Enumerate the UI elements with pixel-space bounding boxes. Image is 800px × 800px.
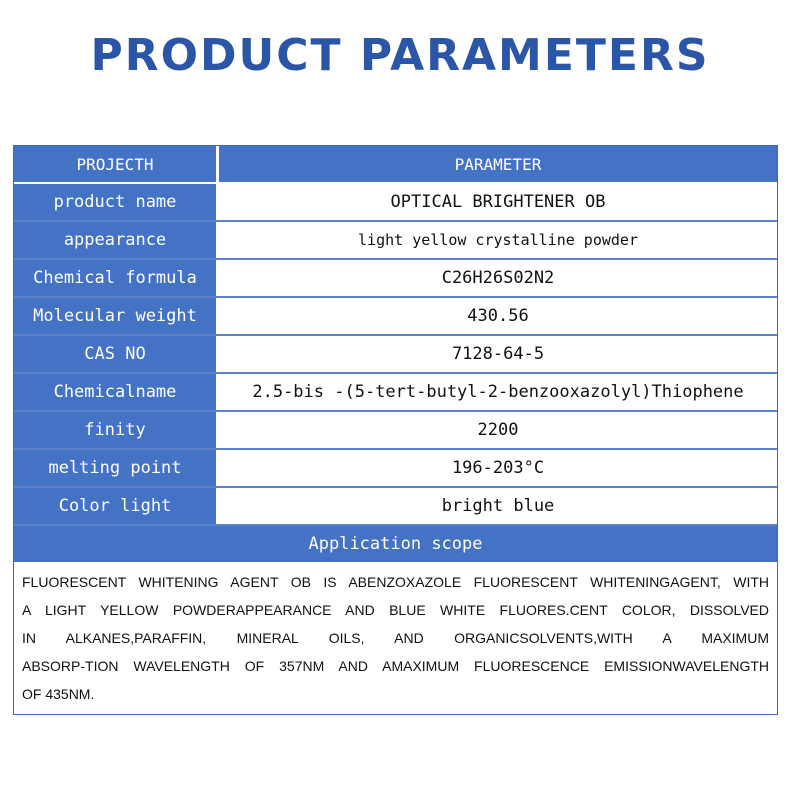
row-value: C26H26S02N2	[441, 268, 555, 288]
row-value: 2200	[477, 420, 519, 440]
application-scope-text	[14, 564, 777, 714]
row-label: Color light	[14, 488, 219, 524]
table-row	[14, 260, 777, 298]
row-value: OPTICAL BRIGHTENER OB	[390, 192, 606, 212]
scope-line: IN ALKANES,PARAFFIN, MINERAL OILS, AND ORGANICSOLVENTS,WITH A MAXIMUM	[22, 630, 769, 646]
row-value: 2.5-bis -(5-tert-butyl-2-benzooxazolyl)Thiophene	[252, 382, 744, 402]
header-parameter: PARAMETER	[219, 146, 777, 182]
table-row	[14, 488, 777, 526]
row-label: Chemicalname	[14, 374, 219, 410]
row-label: melting point	[14, 450, 219, 486]
application-scope-header: Application scope	[14, 526, 777, 564]
row-label: CAS NO	[14, 336, 219, 372]
table-row	[14, 222, 777, 260]
row-value: light yellow crystalline powder	[358, 231, 638, 249]
table-row	[14, 184, 777, 222]
parameters-table	[13, 145, 778, 715]
header-projecth: PROJECTH	[14, 146, 219, 182]
scope-line: FLUORESCENT WHITENING AGENT OB IS ABENZOXAZOLE FLUORESCENT WHITENINGAGENT, WITH	[22, 574, 769, 590]
row-label: appearance	[14, 222, 219, 258]
table-header	[14, 146, 777, 184]
row-label: product name	[14, 184, 219, 220]
row-label: Molecular weight	[14, 298, 219, 334]
table-row	[14, 374, 777, 412]
page-title: PRODUCT PARAMETERS	[90, 30, 710, 81]
row-value: bright blue	[441, 496, 555, 516]
table-row	[14, 336, 777, 374]
table-row	[14, 450, 777, 488]
table-row	[14, 298, 777, 336]
row-value: 7128-64-5	[451, 344, 545, 364]
table-row	[14, 412, 777, 450]
scope-line: ABSORP-TION WAVELENGTH OF 357NM AND AMAXIMUM FLUORESCENCE EMISSIONWAVELENGTH	[22, 658, 769, 674]
row-label: finity	[14, 412, 219, 448]
row-value: 196-203°C	[451, 458, 545, 478]
scope-line: OF 435NM.	[22, 686, 95, 702]
row-value: 430.56	[467, 306, 529, 326]
scope-line: A LIGHT YELLOW POWDERAPPEARANCE AND BLUE WHITE FLUORES.CENT COLOR, DISSOLVED	[22, 602, 769, 618]
row-label: Chemical formula	[14, 260, 219, 296]
